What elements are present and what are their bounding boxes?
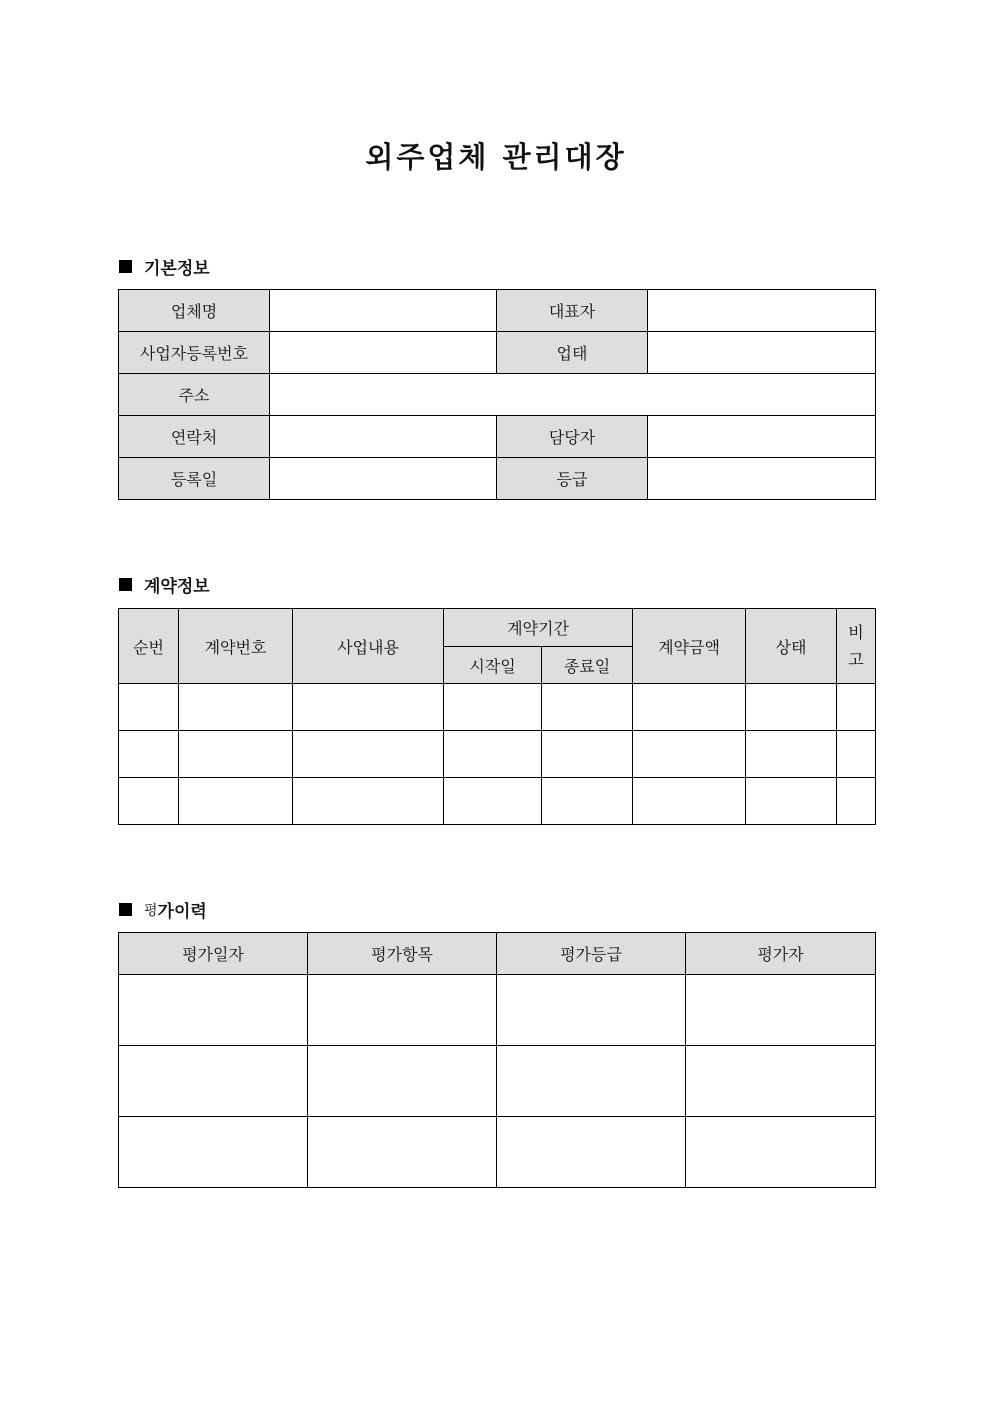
- header-end: 종료일: [542, 647, 633, 684]
- cell-business[interactable]: [293, 731, 444, 778]
- table-row: [119, 731, 876, 778]
- cell-seq[interactable]: [119, 731, 179, 778]
- header-contract-no: 계약번호: [179, 609, 293, 684]
- label-manager: 담당자: [497, 416, 648, 458]
- cell-eval-grade[interactable]: [497, 975, 686, 1046]
- header-eval-grade: 평가등급: [497, 933, 686, 975]
- evaluation-heading-prefix: 평: [144, 902, 158, 919]
- header-business: 사업내용: [293, 609, 444, 684]
- cell-evaluator[interactable]: [686, 1046, 876, 1117]
- cell-status[interactable]: [746, 731, 837, 778]
- cell-business[interactable]: [293, 684, 444, 731]
- cell-end[interactable]: [542, 684, 633, 731]
- field-contact[interactable]: [270, 416, 497, 458]
- cell-end[interactable]: [542, 731, 633, 778]
- field-reg-date[interactable]: [270, 458, 497, 500]
- cell-eval-date[interactable]: [119, 1117, 308, 1188]
- header-status: 상태: [746, 609, 837, 684]
- cell-eval-date[interactable]: [119, 975, 308, 1046]
- field-manager[interactable]: [648, 416, 876, 458]
- header-eval-item: 평가항목: [308, 933, 497, 975]
- basic-info-table: [118, 289, 876, 500]
- cell-amount[interactable]: [633, 731, 746, 778]
- field-grade[interactable]: [648, 458, 876, 500]
- header-amount: 계약금액: [633, 609, 746, 684]
- table-row: [119, 1117, 876, 1188]
- table-row: [119, 975, 876, 1046]
- label-address: 주소: [119, 374, 270, 416]
- evaluation-table: [118, 932, 876, 1188]
- field-biz-reg-no[interactable]: [270, 332, 497, 374]
- document-title: 외주업체 관리대장: [365, 140, 627, 174]
- contract-info-heading-text: 계약정보: [144, 577, 210, 597]
- header-seq: 순번: [119, 609, 179, 684]
- cell-note[interactable]: [837, 731, 876, 778]
- cell-seq[interactable]: [119, 778, 179, 825]
- evaluation-heading-text: 가이력: [157, 902, 207, 922]
- field-company[interactable]: [270, 290, 497, 332]
- cell-start[interactable]: [444, 684, 542, 731]
- basic-info-heading-text: 기본정보: [144, 259, 210, 279]
- square-bullet-icon: [119, 578, 132, 591]
- square-bullet-icon: [119, 903, 132, 916]
- label-business-type: 업태: [497, 332, 648, 374]
- field-business-type[interactable]: [648, 332, 876, 374]
- cell-seq[interactable]: [119, 684, 179, 731]
- cell-note[interactable]: [837, 778, 876, 825]
- cell-eval-grade[interactable]: [497, 1117, 686, 1188]
- cell-eval-grade[interactable]: [497, 1046, 686, 1117]
- evaluation-heading: [119, 897, 207, 922]
- header-note-line1: 비: [848, 623, 864, 642]
- cell-contract-no[interactable]: [179, 778, 293, 825]
- cell-start[interactable]: [444, 731, 542, 778]
- cell-eval-item[interactable]: [308, 1046, 497, 1117]
- header-note-line2: 고: [848, 650, 864, 669]
- cell-contract-no[interactable]: [179, 731, 293, 778]
- cell-evaluator[interactable]: [686, 975, 876, 1046]
- label-company: 업체명: [119, 290, 270, 332]
- cell-business[interactable]: [293, 778, 444, 825]
- cell-status[interactable]: [746, 684, 837, 731]
- cell-eval-item[interactable]: [308, 975, 497, 1046]
- table-row: [119, 684, 876, 731]
- cell-evaluator[interactable]: [686, 1117, 876, 1188]
- field-representative[interactable]: [648, 290, 876, 332]
- label-contact: 연락처: [119, 416, 270, 458]
- label-biz-reg-no: 사업자등록번호: [119, 332, 270, 374]
- label-reg-date: 등록일: [119, 458, 270, 500]
- square-bullet-icon: [119, 260, 132, 273]
- cell-contract-no[interactable]: [179, 684, 293, 731]
- table-row: [119, 778, 876, 825]
- header-evaluator: 평가자: [686, 933, 876, 975]
- header-note: [837, 609, 876, 684]
- cell-start[interactable]: [444, 778, 542, 825]
- cell-eval-item[interactable]: [308, 1117, 497, 1188]
- field-address[interactable]: [270, 374, 876, 416]
- header-period: 계약기간: [444, 609, 633, 647]
- cell-note[interactable]: [837, 684, 876, 731]
- cell-eval-date[interactable]: [119, 1046, 308, 1117]
- header-start: 시작일: [444, 647, 542, 684]
- cell-amount[interactable]: [633, 778, 746, 825]
- basic-info-heading: [119, 254, 210, 279]
- contract-info-heading: [119, 572, 210, 597]
- header-eval-date: 평가일자: [119, 933, 308, 975]
- cell-amount[interactable]: [633, 684, 746, 731]
- contract-info-table: [118, 608, 876, 825]
- label-grade: 등급: [497, 458, 648, 500]
- cell-status[interactable]: [746, 778, 837, 825]
- table-row: [119, 1046, 876, 1117]
- label-representative: 대표자: [497, 290, 648, 332]
- cell-end[interactable]: [542, 778, 633, 825]
